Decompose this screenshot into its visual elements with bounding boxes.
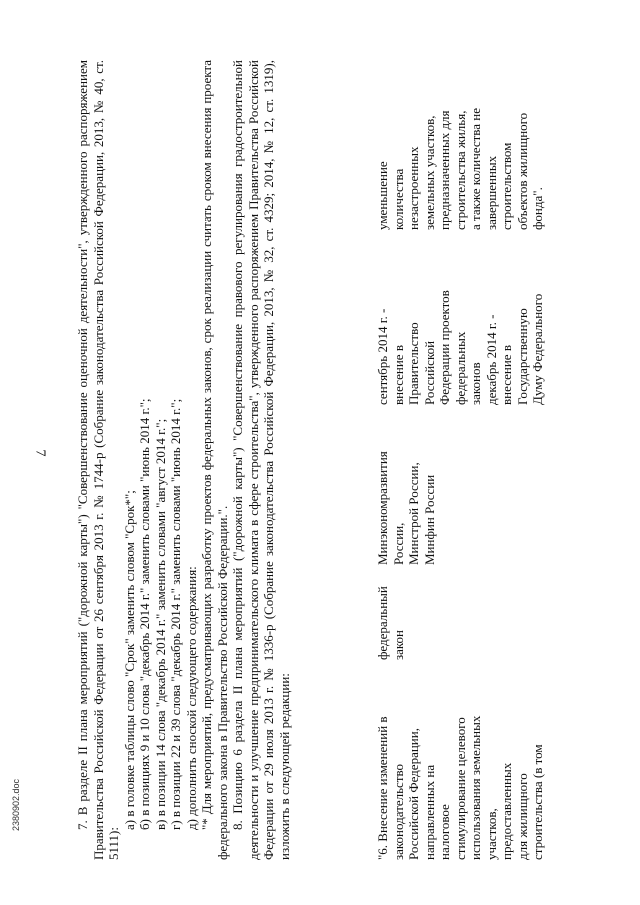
paragraph-7-item-g: г) в позиции 22 и 39 слова "декабрь 2014 г." заменить словами "июнь 2014 г."; (168, 398, 183, 830)
paragraph-7-item-v: в) в позиции 14 слова "декабрь 2014 г." заменить словами "август 2014 г."; (152, 418, 168, 830)
paragraph-7-item-a: а) в головке таблицы слово "Срок" заменить словом "Срок*"; (121, 490, 137, 830)
paragraph-7-item-d: д) дополнить сноской следующего содержания: (183, 566, 199, 830)
table-cell-document-type: федеральный закон (375, 586, 406, 660)
paragraph-7-block (75, 60, 292, 860)
table-cell-measure: "6. Внесение изменений в законодательство Российской Федерации, направленных на налоговое стимулирование целевого использования земельных участков, предоставленных для жилищного строительства (в том (375, 715, 545, 860)
paragraph-7-item-b: б) в позициях 9 и 10 слова "декабрь 2014 г." заменить словами "июнь 2014 г."; (137, 398, 152, 830)
table-row (375, 60, 546, 860)
table-cell-result: уменьшение количества незастроенных земельных участков, предназначенных для строительства жилья, а также количества не завершенных строительством объектов жилищного фонда". (375, 107, 545, 230)
rotated-page-content (75, 60, 575, 860)
table-cell-executors: Минэкономразвития России, Минстрой России, Минфин России (375, 451, 437, 565)
footer-document-code: 2380902.doc (11, 778, 22, 832)
paragraph-7-intro: 7. В разделе II плана мероприятий ("дорожной карты") "Совершенствование оценочной деятельности", утвержденного распоряжением Правительства Российской Федерации от 26 сентября 2013 г. № 1744-р (Собрание законодательства Российской Федерации, 2013, № 40, ст. 5111): (75, 60, 121, 860)
paragraph-8: 8. Позицию 6 раздела II плана мероприятий ("дорожной карты") "Совершенствование правового регулирования градостроительной деятельности и улучшение предпринимательского климата в сфере строительства", утвержденного распоряжением Правительства Российской Федерации от 29 июля 2013 г. № 1336-р (Собрание законодательства Российской Федерации, 2013, № 32, ст. 4329; 2014, № 12, ст. 1319), изложить в следующей редакции: (230, 60, 292, 860)
paragraph-7-footnote: "* Для мероприятий, предусматривающих разработку проектов федеральных законов, срок реализации считать сроком внесения проекта федерального закона в Правительство Российской Федерации.". (199, 60, 230, 860)
table-cell-deadline: сентябрь 2014 г. - внесение в Правительство Российской Федерации проектов федеральных законов декабрь 2014 г. - внесение в Государственную Думу Федерального (375, 290, 545, 405)
page-number: 7 (32, 449, 48, 457)
